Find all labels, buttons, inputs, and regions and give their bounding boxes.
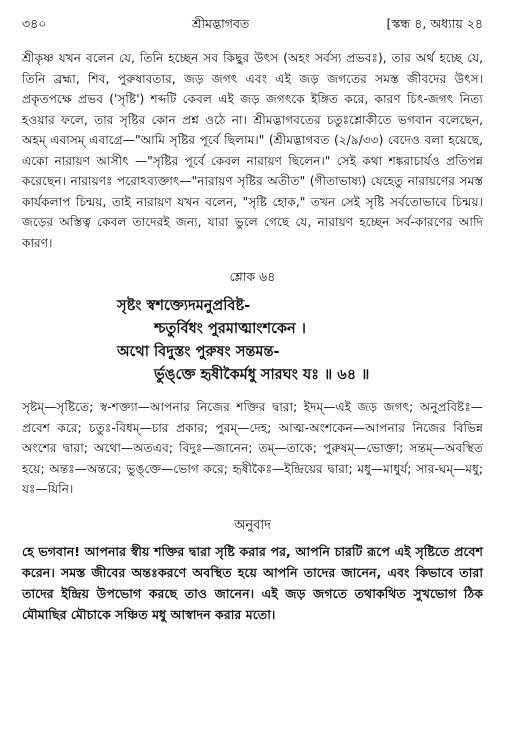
verse-heading: শ্লোক ৬৪ xyxy=(229,269,276,284)
verse-line: অথো বিদুস্তং পুরুষং সন্তমন্ত- xyxy=(117,344,280,360)
verse-line: শ্চতুর্বিধং পুরমাত্মাংশকেন । xyxy=(154,321,306,337)
translation-text: হে ভগবান! আপনার স্বীয় শক্তির দ্বারা সৃষ্টি করার পর, আপনি চারটি রূপে এই সৃষ্টিতে প্রবেশ করেন। সমস্ত জীবের অন্তঃকরণে অবস্থিত হয়ে আপনি তাদের জানেন, এবং কিভাবে তারা তাদের ইন্দ্রিয় উপভোগ করছে তাও জানেন। এই জড় জগতে তথাকথিত সুখভোগ ঠিক মৌমাছির মৌচাকে সঞ্চিত মধু আস্বাদন করার মতো। xyxy=(22,543,483,622)
verse-line: র্ভুঙ্‌ক্তে হৃষীকৈর্মধু সারঘং যঃ ॥ ৬৪ ॥ xyxy=(154,367,370,383)
chapter-reference: [স্কন্ধ ৪, অধ্যায় ২৪ xyxy=(386,16,483,31)
sanskrit-verse xyxy=(22,295,483,387)
translation-heading: অনুবাদ xyxy=(234,517,271,533)
page-number: ৩৪০ xyxy=(22,16,47,31)
word-meanings: সৃষ্টম্—সৃষ্টিতে; স্ব-শক্ত্যা—আপনার নিজের শক্তির দ্বারা; ইদম্—এই জড় জগৎ; অনুপ্রবিষ্টঃ—প্রবেশ করে; চতুঃ-বিধম্—চার প্রকার; পুরম্—দেহ; আত্ম-অংশকেন—আপনার নিজের বিভিন্ন অংশের দ্বারা; অথো—অতএব; বিদুঃ—জানেন; তম্—তাকে; পুরুষম্—ভোক্তা; সন্তম্—অবস্থিত হয়ে; অন্তঃ—অন্তরে; ভুঙ্‌ক্তে—ভোগ করে; হৃষীকৈঃ—ইন্দ্রিয়ের দ্বারা; মধু—মাধুর্য; সার-ঘম্—মধু; যঃ—যিনি। xyxy=(22,400,483,496)
running-title: শ্রীমদ্ভাগবত xyxy=(192,16,250,31)
purport-paragraph: শ্রীকৃষ্ণ যখন বলেন যে, তিনি হচ্ছেন সব কিছুর উৎস (অহং সর্বস্য প্রভবঃ), তার অর্থ হচ্ছে যে, তিনি ব্রহ্মা, শিব, পুরুষাবতার, জড় জগৎ এবং এই জড় জগতের সমস্ত জীবদের উৎস। প্রকৃতপক্ষে প্রভব ('সৃষ্টি') শব্দটি কেবল এই জড় জগৎকে ইঙ্গিত করে, কারণ চিৎ-জগৎ নিত্য হওয়ার ফলে, তার সৃষ্টির কোন প্রশ্ন ওঠে না। শ্রীমদ্ভাগবতের চতুঃশ্লোকীতে ভগবান বলেছেন, অহম্ এবাসম্ এবাগ্রে—"আমি সৃষ্টির পূর্বে ছিলাম।" (শ্রীমদ্ভাগবত (২/৯/৩৩) বেদেও বলা হয়েছে, একো নারায়ণ আসীৎ —"সৃষ্টির পূর্বে কেবল নারায়ণ ছিলেন।" সেই কথা শঙ্করাচার্যও প্রতিপন্ন করেছেন। নারায়ণঃ পরোঽব্যক্তাৎ—"নারায়ণ সৃষ্টির অতীত" (গীতাভাষ্য) যেহেতু নারায়ণের সমস্ত কার্যকলাপ চিন্ময়, তাই নারায়ণ যখন বলেন, "সৃষ্টি হোক," তখন সেই সৃষ্টি সর্বতোভাবে চিন্ময়। জড়ের অস্তিত্ব কেবল তাদেরই জন্য, যারা ভুলে গেছে যে, নারায়ণ হচ্ছেন সর্ব-কারণের আদি কারণ। xyxy=(22,51,483,250)
page-header xyxy=(22,10,483,36)
verse-line: সৃষ্টং স্বশক্ত্যেদমনুপ্রবিষ্ট- xyxy=(117,298,251,314)
